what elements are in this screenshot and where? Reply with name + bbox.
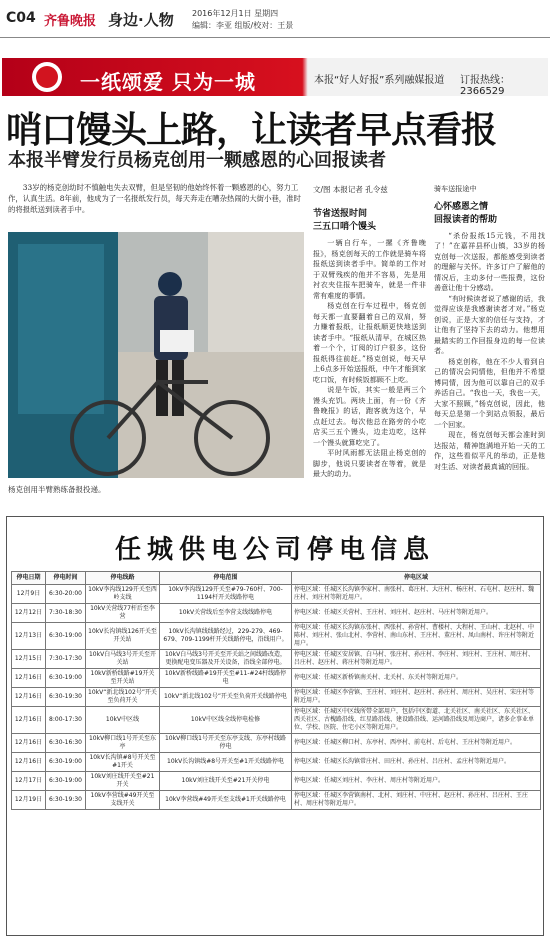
table-cell: 10kV长沟镇线线路经过，229-279、469-679、709-1199杆开关线路停电，沿线用户。	[160, 623, 292, 650]
banner-slogan: 一纸颂爱 只为一城	[80, 70, 256, 94]
table-cell: 12月12日	[12, 604, 46, 623]
table-cell: 10kV长沟镇#8号开关至#1开关	[86, 753, 160, 772]
table-cell: 10kV长沟镇线#8号开关至#1开关线路停电	[160, 753, 292, 772]
byline: 文/图 本报记者 孔令兹	[313, 185, 388, 194]
table-cell: 停电区域：任城区关营村、王庄村、刘庄村、赵庄村、马庄村等附近用户。	[292, 604, 541, 623]
table-cell: 6:30-19:00	[46, 772, 86, 791]
table-cell: 10kV刘庄线开关至#21开关	[86, 772, 160, 791]
paragraph: 平时风雨都无法阻止杨克创的脚步，他说只要读者在等着，就是最大的动力。	[313, 448, 426, 478]
table-cell: 10kV新桥线路#19开关至#11-#24杆线路停电	[160, 669, 292, 688]
table-cell: 停电区域：任城区长沟镇常庄村、田庄村、孙庄村、吕庄村、孟庄村等附近用户。	[292, 753, 541, 772]
table-row	[12, 585, 541, 604]
paragraph: “杀份报纸15元钱，不用找了！”在嘉祥县杯山镇，33岁的杨克创每一次送报，都能感受到读者的理解与关怀。许多订户了解他的情况后，主动多付一些报费，这份善意让他十分感动。	[434, 230, 545, 292]
table-row	[12, 688, 541, 707]
paragraph: 杨克创称，他在不少人看到自己的情况会同情他，但他并不希望博同情，因为他可以靠自己的双手养活自己。“我也一天，我也一天，大家不照顾，”杨克创说，因此，他每天总是第一个到站点领报，最后一个回家。	[434, 356, 545, 429]
table-cell: 6:30-19:00	[46, 623, 86, 650]
table-cell: 10kV关营线后至李营支线线路停电	[160, 604, 292, 623]
column-header: 停电日期	[12, 572, 46, 585]
table-cell: 12月16日	[12, 753, 46, 772]
table-cell: 6:30-20:00	[46, 585, 86, 604]
section-subhead-1: 节省送报时间 三五口哨个馒头	[313, 209, 377, 232]
table-cell: 12月16日	[12, 707, 46, 734]
table-cell: 停电区域：任城区长沟镇东张村、西张村、孙营村、曹楼村、大程村、王山村、北赵村、中陈村、刘庄村、张山北村、李营村、南山东村、王庄村、董庄村、凤山南村、许庄村等附近用户。	[292, 623, 541, 650]
page-number: C04	[6, 10, 36, 26]
table-cell: 停电区域：任城区安居镇、白马村、张庄村、孙庄村、李庄村、刘庄村、王庄村、周庄村、吕庄村、赵庄村、蒋庄村等附近用户。	[292, 650, 541, 669]
table-row	[12, 707, 541, 734]
table-cell: 10kV“新北线102号”开关至负荷开关线路停电	[160, 688, 292, 707]
table-cell: 8:00-17:30	[46, 707, 86, 734]
date-line: 2016年12月1日 星期四	[192, 9, 279, 18]
table-cell: 停电区域：任城区李营镇南村、北村、刘庄村、中庄村、赵庄村、孙庄村、吕庄村、王庄村、周庄村等附近用户。	[292, 791, 541, 810]
editor-line: 编辑：李亚 组版/校对：王景	[192, 21, 294, 30]
table-row	[12, 791, 541, 810]
notice-title: 任城供电公司停电信息	[114, 535, 435, 565]
table-cell: 10kV新桥线路#19开关至开关站	[86, 669, 160, 688]
table-cell: 10kV柳口线1号开关至东亭支线、东亭村线路停电	[160, 734, 292, 753]
paragraph: 骑车送报途中	[434, 184, 477, 193]
outage-table	[11, 571, 541, 810]
table-cell: 停电区域：任城区刘庄村、李庄村、周庄村等附近用户。	[292, 772, 541, 791]
table-cell: 10kV李沟线129开关至西岭支线	[86, 585, 160, 604]
masthead	[0, 0, 550, 38]
paragraph: “有时候读者说了感谢的话，我觉得应该是我感谢读者才对。”杨克创说，正是大家的信任与支持，才让他有了坚持下去的动力。他想用最踏实的工作回报身边的每一位读者。	[434, 293, 545, 355]
table-cell: 12月16日	[12, 669, 46, 688]
table-cell: 6:30-19:30	[46, 791, 86, 810]
table-cell: 6:30-16:30	[46, 734, 86, 753]
table-cell: 12月15日	[12, 650, 46, 669]
table-row	[12, 623, 541, 650]
table-header-row	[12, 572, 541, 585]
table-cell: 12月19日	[12, 791, 46, 810]
section-title: 身边·人物	[108, 11, 174, 29]
table-cell: 10kV李营线#49开关至支线#1开关线路停电	[160, 791, 292, 810]
column-header: 停电范围	[160, 572, 292, 585]
table-cell: 10kV中区线	[86, 707, 160, 734]
table-cell: 10kV柳口线1号开关至东亭	[86, 734, 160, 753]
column-header: 停电时间	[46, 572, 86, 585]
subheadline: 本报半臂发行员杨克创用一颗感恩的心回报读者	[8, 150, 386, 171]
column-header: 停电线路	[86, 572, 160, 585]
table-cell: 6:30-19:00	[46, 669, 86, 688]
table-cell: 12月9日	[12, 585, 46, 604]
table-cell: 停电区域：任城区柳口村、东亭村、西亭村、前屯村、后屯村、王庄村等附近用户。	[292, 734, 541, 753]
table-cell: 7:30-18:30	[46, 604, 86, 623]
table-row	[12, 772, 541, 791]
table-cell: 停电区域：任城区新桥镇南关村、北关村、东关村等附近用户。	[292, 669, 541, 688]
table-cell: 6:30-19:30	[46, 688, 86, 707]
article-photo	[8, 232, 304, 478]
photo-illustration	[8, 232, 304, 478]
table-row	[12, 734, 541, 753]
table-cell: 10kV白马线3号开关至开关站	[86, 650, 160, 669]
table-cell: 7:30-17:30	[46, 650, 86, 669]
paragraph: 杨克创在行车过程中，杨克创每天都一直要翻着自己的双肩，努力赚着报纸，让报纸顺更快地送到读者手中。“报纸从清早，在城区热着一个个，订阅的订户很多，这份报纸得往前赶。”杨克创说，每天早上6点多开始送报纸，中午才能到家吃口饭，有时候饭都顾不上吃。	[313, 301, 426, 384]
table-cell: 12月16日	[12, 734, 46, 753]
power-outage-notice	[6, 516, 544, 936]
series-banner	[2, 58, 548, 96]
table-cell: 10kV“新北线102号”开关至负荷开关	[86, 688, 160, 707]
table-cell: 12月16日	[12, 688, 46, 707]
headline: 哨口馒头上路，让读者早点看报	[6, 110, 497, 151]
table-cell: 停电区域：任城区长沟镇李家村、南张村、葛庄村、大庄村、杨庄村、石屯村、赵庄村、魏庄村、刘庄村等附近用户。	[292, 585, 541, 604]
table-row	[12, 753, 541, 772]
table-cell: 10kV刘庄线开关至#21开关停电	[160, 772, 292, 791]
table-cell: 12月13日	[12, 623, 46, 650]
table-cell: 10kV李营线#49开关至支线开关	[86, 791, 160, 810]
table-cell: 6:30-19:00	[46, 753, 86, 772]
article-lead: 33岁的杨克创幼时不慎触电失去双臂，但是坚韧的他始终怀着一颗感恩的心，努力工作，认真生活。8年前，他成为了一名报纸发行员，每天奔走在嘈杂热闹的大街小巷，准时的将报纸送到读者手中。	[8, 183, 301, 214]
table-cell: 10kV中区线全线停电检修	[160, 707, 292, 734]
table-cell: 10kV关营线77杆后至李营	[86, 604, 160, 623]
section-subhead-2: 心怀感恩之情 回报读者的帮助	[434, 201, 498, 225]
paragraph: 现在，杨克创每天都会准时到达报站，精神饱满地开始一天的工作，这些看似平凡的举动，正是他对生活、对读者最真诚的回报。	[434, 430, 545, 471]
paragraph: 说是午饭，其实一般是两三个馒头充饥。两块上面，有一份《齐鲁晚报》的话，跑客就为这个，早点赶过去。每次他总在路旁的小吃店买三五个馒头，边走边吃，这样一个馒头就算吃完了。	[313, 385, 426, 447]
paper-name: 齐鲁晚报	[44, 14, 97, 29]
table-cell: 10kV李沟线129开关至#79-760杆、700-1194杆开关线路停电	[160, 585, 292, 604]
table-cell: 10kV长沟镇线126开关至开关站	[86, 623, 160, 650]
table-row	[12, 669, 541, 688]
emblem-icon	[32, 62, 62, 92]
article-column-2	[313, 208, 426, 480]
column-header: 停电区域	[292, 572, 541, 585]
table-cell: 停电区域：任城区中区线所带全部用户，包括中区街道、北关社区、南关社区、东关社区、西关社区、古槐路沿线、红星路沿线、建设路沿线、运河路沿线及周边商户，诸多企事业单位、学校、医院、住宅小区等附近用户。	[292, 707, 541, 734]
photo-caption: 杨克创用半臂熟练备报投递。	[8, 485, 106, 494]
table-row	[12, 650, 541, 669]
table-cell: 10kV白马线3号开关至开关站之间线路改造，更换配电变压器及开关设备，沿线全部停电。	[160, 650, 292, 669]
hotline: 订报热线：2366529	[460, 75, 510, 97]
series-label: 本报“好人好报”系列融媒报道	[314, 75, 445, 86]
table-cell: 12月17日	[12, 772, 46, 791]
paragraph: 一辆自行车，一摞《齐鲁晚报》，杨克创每天的工作就是骑车将报纸送到读者手中。简单的工作对于双臂残疾的他并不容易，先是用衬衣夹住报车把骑车，就是一件非常有难度的事情。	[313, 238, 426, 300]
article-column-3	[434, 184, 545, 472]
table-row	[12, 604, 541, 623]
table-cell: 停电区域：任城区李营镇、王庄村、刘庄村、赵庄村、孙庄村、周庄村、吴庄村、宋庄村等附近用户。	[292, 688, 541, 707]
